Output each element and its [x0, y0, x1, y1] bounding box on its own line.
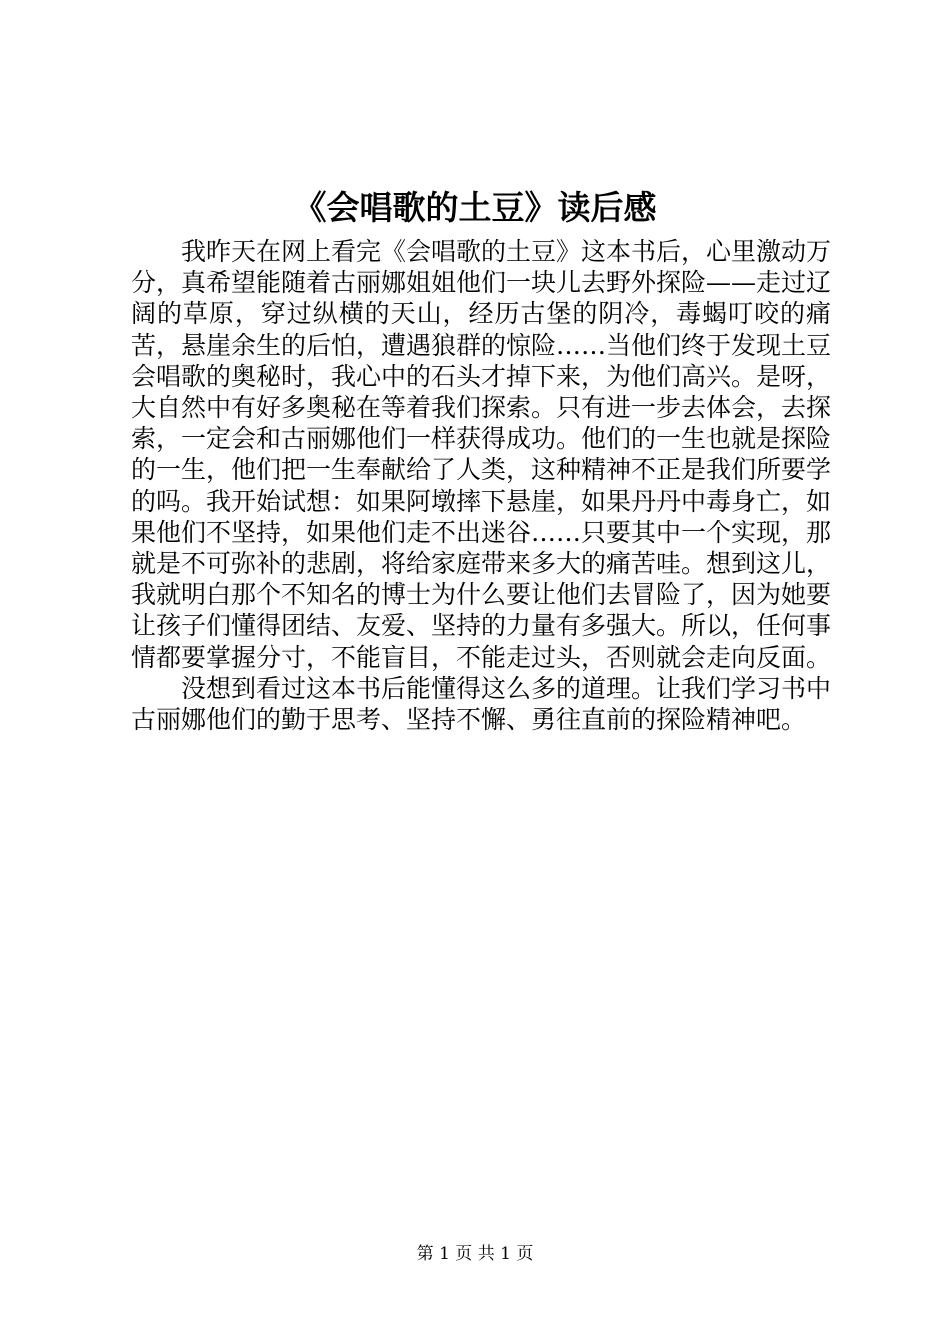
document-title: 《会唱歌的土豆》读后感	[293, 188, 657, 227]
page-footer: 第 1 页 共 1 页	[416, 1244, 534, 1264]
document-body	[131, 236, 831, 735]
paragraph-2: 没想到看过这本书后能懂得这么多的道理。让我们学习书中古丽娜他们的勤于思考、坚持不懈、勇往直前的探险精神吧。	[131, 673, 832, 735]
paragraph-1: 我昨天在网上看完《会唱歌的土豆》这本书后，心里激动万分，真希望能随着古丽娜姐姐他们一块儿去野外探险——走过辽阔的草原，穿过纵横的天山，经历古堡的阴冷，毒蝎叮咬的痛苦，悬崖余生的后怕，遭遇狼群的惊险……当他们终于发现土豆会唱歌的奥秘时，我心中的石头才掉下来，为他们高兴。是呀，大自然中有好多奥秘在等着我们探索。只有进一步去体会，去探索，一定会和古丽娜他们一样获得成功。他们的一生也就是探险的一生，他们把一生奉献给了人类，这种精神不正是我们所要学的吗。我开始试想：如果阿墩摔下悬崖，如果丹丹中毒身亡，如果他们不坚持，如果他们走不出迷谷……只要其中一个实现，那就是不可弥补的悲剧，将给家庭带来多大的痛苦哇。想到这儿，我就明白那个不知名的博士为什么要让他们去冒险了，因为她要让孩子们懂得团结、友爱、坚持的力量有多强大。所以，任何事情都要掌握分寸，不能盲目，不能走过头，否则就会走向反面。	[131, 237, 832, 672]
